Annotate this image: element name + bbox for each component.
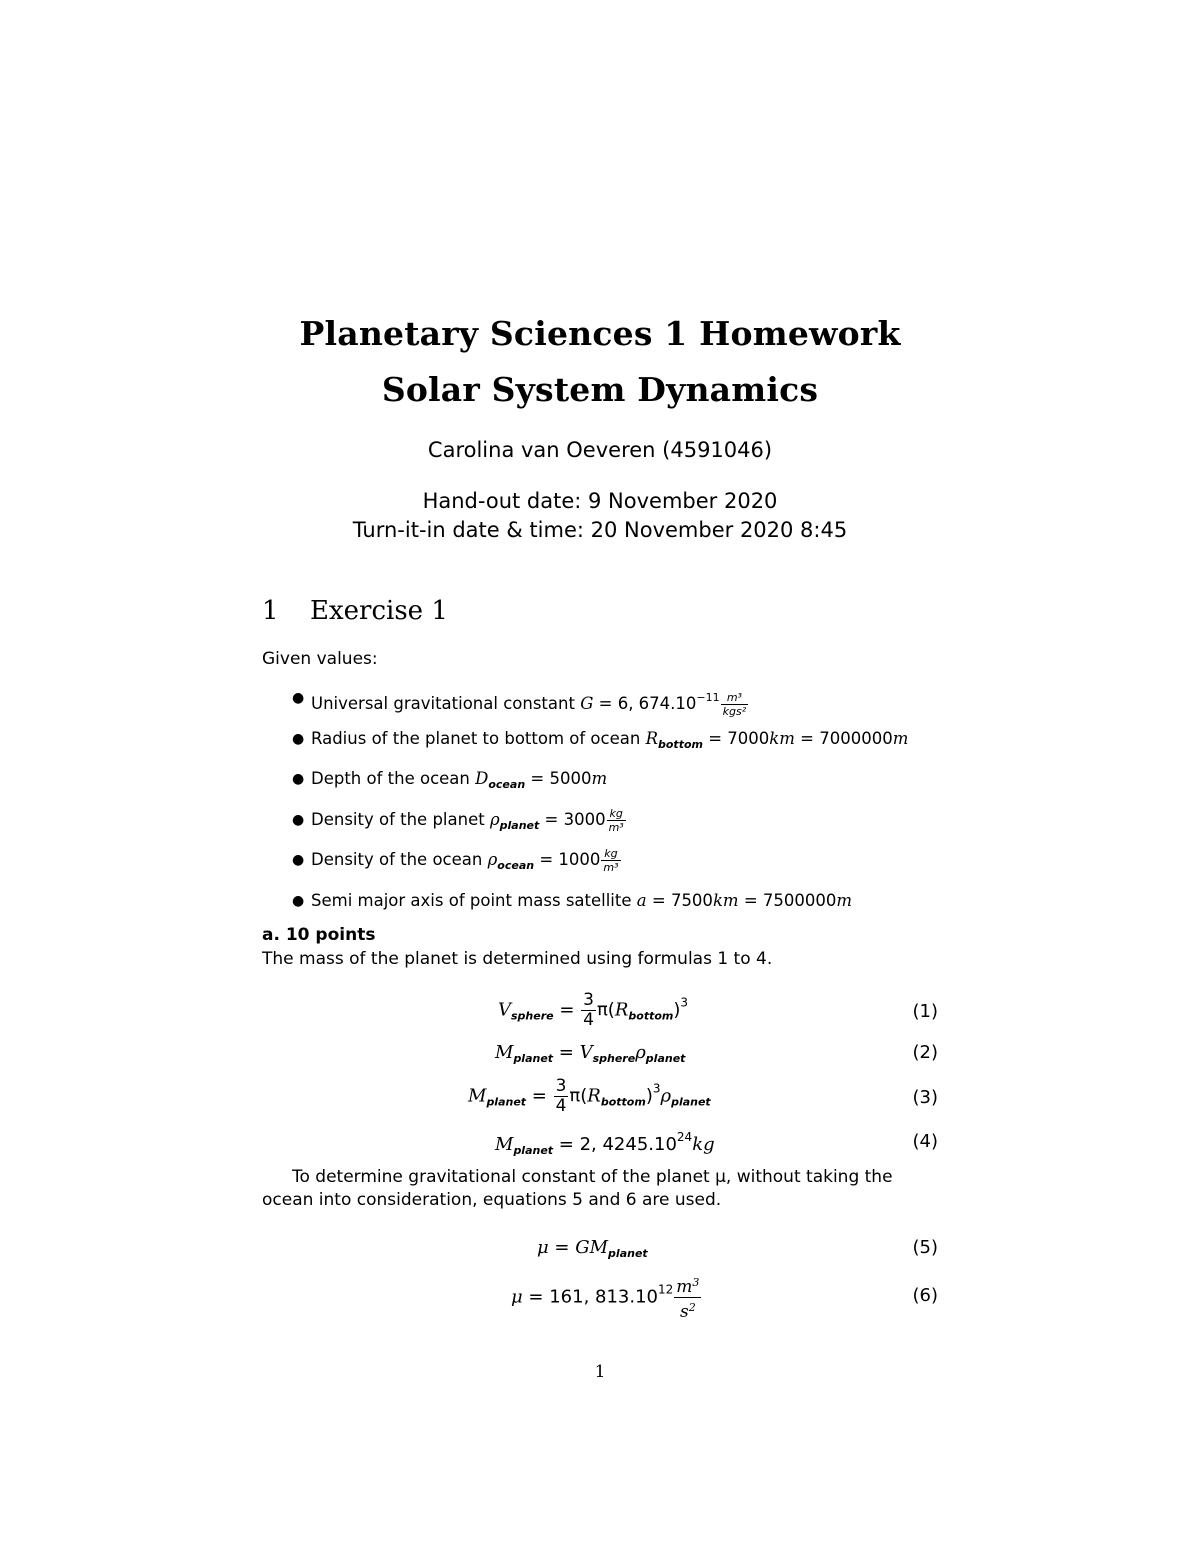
symbol: R [645, 728, 658, 748]
bullet-icon: ● [292, 730, 305, 747]
unit-denominator: m³ [608, 820, 624, 834]
exponent: 24 [676, 1130, 693, 1144]
item-text: Density of the ocean [311, 850, 483, 869]
value: = 3000 [539, 809, 606, 829]
bullet-icon: ● [292, 892, 305, 909]
unit: km [769, 728, 795, 748]
equation-number: (1) [912, 1001, 938, 1022]
equation-number: (4) [912, 1131, 938, 1152]
section-title: Exercise 1 [310, 596, 448, 626]
bullet-icon: ● [292, 811, 305, 828]
unit-fraction [721, 692, 749, 717]
equation-5: $\mu = GM_{planet}$ [537, 1237, 648, 1260]
unit: m [892, 728, 909, 748]
unit-numerator: m³ [721, 692, 749, 705]
equation-value: = 161, 813.10 [522, 1286, 659, 1308]
unit-fraction [607, 808, 626, 833]
subscript: planet [499, 818, 540, 832]
handout-date: Hand-out date: 9 November 2020 [422, 489, 778, 513]
author: Carolina van Oeveren (4591046) [427, 438, 773, 462]
value: = 7500000 [738, 890, 837, 910]
paragraph-line: ocean into consideration, equations 5 and 6 are used. [262, 1190, 722, 1210]
equation-value: = 2, 4245.10 [553, 1134, 677, 1155]
unit-numerator: kg [601, 848, 620, 861]
unit: m [591, 769, 608, 788]
unit-denominator: m³ [603, 861, 619, 874]
symbol: ρ [487, 850, 498, 869]
equation-2: $M_{planet} = V_{sphere}\rho_{planet}$ [495, 1042, 686, 1065]
exponent: −11 [696, 691, 720, 704]
section-heading [262, 596, 448, 626]
symbol: a [636, 890, 647, 910]
unit-fraction [601, 848, 620, 873]
item-text: Radius of the planet to bottom of ocean [311, 728, 641, 748]
subscript: bottom [658, 737, 703, 751]
subscript: ocean [497, 859, 535, 872]
value: = 1000 [534, 850, 601, 869]
item-text: Universal gravitational constant [311, 694, 575, 713]
symbol: ρ [489, 809, 500, 829]
given-values-label: Given values: [262, 649, 378, 669]
value: = 7500 [646, 890, 713, 910]
exponent: 12 [658, 1282, 674, 1297]
symbol: G [580, 694, 594, 713]
unit: m [836, 890, 853, 910]
unit-numerator: kg [607, 808, 626, 821]
equation-number: (5) [912, 1237, 938, 1258]
bullet-icon: ● [292, 852, 305, 868]
turnin-date: Turn-it-in date & time: 20 November 2020 8:45 [352, 518, 848, 542]
item-text: Depth of the ocean [311, 769, 470, 788]
value: = 7000000 [794, 728, 893, 748]
symbol: D [475, 769, 489, 788]
equation-number: (6) [912, 1285, 938, 1306]
title-line-2: Solar System Dynamics [381, 370, 819, 409]
value: = 5000 [525, 769, 592, 788]
equation-number: (2) [912, 1042, 938, 1063]
equation-3: $M_{planet}$ = $\frac{3}{4}$ $\pi(R_{bottom})^3\rho_{planet}$ [468, 1076, 711, 1116]
title-line-1: Planetary Sciences 1 Homework [299, 314, 901, 353]
unit: km [712, 890, 739, 910]
subscript: ocean [488, 778, 526, 791]
paragraph-line: To determine gravitational constant of the planet μ, without taking the [292, 1167, 893, 1187]
section-number: 1 [262, 596, 279, 626]
value: = 6, 674.10 [593, 694, 697, 713]
value: = 7000 [702, 728, 770, 748]
item-text: Density of the planet [311, 809, 485, 829]
equation-6: μ = 161, 813.10$^{12}$ $\frac{m^3}{s^2}$ [511, 1276, 700, 1322]
unit-denominator: kgs² [722, 705, 747, 718]
equation-number: (3) [912, 1087, 938, 1108]
page-number: 1 [594, 1362, 606, 1382]
equation-4: $M_{planet} = 2$, 4245.10$^{24}$kg [495, 1130, 715, 1157]
equation-1: $V_{sphere}$ = $\frac{3}{4}$ $\pi(R_{bottom})^3$ [498, 990, 689, 1030]
bullet-icon: ● [292, 690, 305, 706]
part-a-heading: a. 10 points [262, 925, 376, 945]
part-a-intro: The mass of the planet is determined using formulas 1 to 4. [262, 949, 773, 969]
item-text: Semi major axis of point mass satellite [311, 890, 632, 910]
bullet-icon: ● [292, 771, 305, 787]
